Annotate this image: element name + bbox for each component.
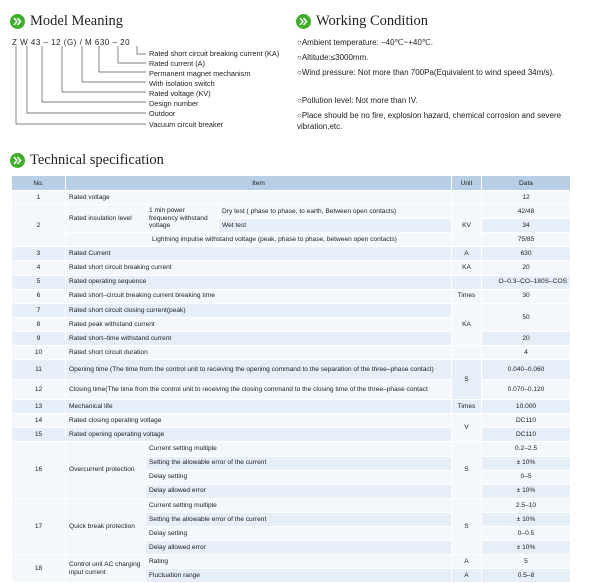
table-row bbox=[12, 191, 571, 205]
row-no: 12 bbox=[12, 380, 66, 400]
row-no: 1 bbox=[12, 191, 66, 205]
condition-item: ○Pollution level: Not more than IV. bbox=[297, 96, 418, 105]
row-data: ± 10% bbox=[482, 512, 571, 526]
table-row bbox=[12, 360, 571, 380]
row-item: Rated short–circuit breaking current breaking time bbox=[66, 289, 452, 303]
table-row bbox=[12, 233, 571, 247]
model-label: Outdoor bbox=[149, 109, 176, 118]
row-item: Rated short circuit breaking current bbox=[66, 261, 452, 275]
row-unit: Times bbox=[452, 289, 482, 303]
row-data: ± 10% bbox=[482, 484, 571, 498]
working-condition-title: Working Condition bbox=[316, 13, 429, 29]
condition-item: ○Place should be no fire, explosion hazard, chemical corrosion and severe vibration,etc. bbox=[297, 111, 562, 131]
row-unit: A bbox=[452, 569, 482, 583]
table-row bbox=[12, 555, 571, 569]
row-item: Rated short circuit duration bbox=[66, 346, 452, 360]
model-label: Vacuum circuit breaker bbox=[149, 120, 224, 129]
row-unit bbox=[452, 191, 482, 205]
row-data: O–0.3–CO–180S–COS bbox=[482, 275, 571, 289]
table-row bbox=[12, 442, 571, 456]
row-item: Rated voltage bbox=[66, 191, 452, 205]
row-data: 0.2–2.5 bbox=[482, 442, 571, 456]
row-data: ± 10% bbox=[482, 541, 571, 555]
row-data: 4 bbox=[482, 346, 571, 360]
row-item: Closing time(The time from the control unit to receiving the closing command to the closing time of the three–phase contact bbox=[66, 380, 452, 400]
row-subitem: Current setting multiple bbox=[146, 442, 452, 456]
row-unit: S bbox=[452, 442, 482, 498]
row-data: 12 bbox=[482, 191, 571, 205]
row-no: 7 bbox=[12, 303, 66, 317]
condition-item: ○Wind pressure: Not more than 700Pa(Equivalent to wind speed 34m/s). bbox=[297, 68, 555, 77]
model-label: Rated short circuit breaking current (KA) bbox=[149, 49, 280, 58]
row-no: 3 bbox=[12, 247, 66, 261]
row-data: 2.5–10 bbox=[482, 498, 571, 512]
row-item: Mechanical life bbox=[66, 400, 452, 414]
row-subitem: Rating bbox=[146, 555, 452, 569]
row-subitem: Setting the allowable error of the current bbox=[146, 512, 452, 526]
model-meaning-title: Model Meaning bbox=[30, 13, 124, 29]
row-subitem: Lightning impulse withstand voltage (peak, phase to phase, between open contacts) bbox=[66, 233, 452, 247]
row-no: 6 bbox=[12, 289, 66, 303]
model-label: Rated voltage (KV) bbox=[149, 89, 211, 98]
row-item: Rated insulation level bbox=[66, 205, 146, 233]
row-no: 16 bbox=[12, 442, 66, 498]
row-item: Quick break protection bbox=[66, 498, 146, 554]
model-label: Permanent magnet mechanism bbox=[149, 69, 251, 78]
row-data: 20 bbox=[482, 261, 571, 275]
row-unit: KV bbox=[452, 205, 482, 247]
row-data: DC110 bbox=[482, 428, 571, 442]
row-unit bbox=[452, 346, 482, 360]
row-data: 10.000 bbox=[482, 400, 571, 414]
row-data: 50 bbox=[482, 303, 571, 331]
row-no: 4 bbox=[12, 261, 66, 275]
row-item: Control unit AC charging input current bbox=[66, 555, 146, 583]
row-data: 5 bbox=[482, 555, 571, 569]
row-subitem: Delay setting bbox=[146, 526, 452, 540]
row-no: 9 bbox=[12, 331, 66, 345]
row-unit: KA bbox=[452, 261, 482, 275]
row-data: 630 bbox=[482, 247, 571, 261]
row-data: 0–0.5 bbox=[482, 526, 571, 540]
table-row bbox=[12, 346, 571, 360]
row-data: 0.5–8 bbox=[482, 569, 571, 583]
row-no: 18 bbox=[12, 555, 66, 583]
row-item: Rated short circuit closing current(peak) bbox=[66, 303, 452, 317]
row-no: 5 bbox=[12, 275, 66, 289]
row-unit: Times bbox=[452, 400, 482, 414]
row-item: Rated closing operating voltage bbox=[66, 414, 452, 428]
row-subitem: Fluctuation range bbox=[146, 569, 452, 583]
row-no: 15 bbox=[12, 428, 66, 442]
row-item: Rated short–time withstand current bbox=[66, 331, 452, 345]
row-no: 2 bbox=[12, 205, 66, 247]
tech-spec-heading bbox=[10, 152, 164, 169]
row-no: 13 bbox=[12, 400, 66, 414]
row-data: 75/85 bbox=[482, 233, 571, 247]
table-header-row bbox=[12, 176, 571, 191]
row-no: 8 bbox=[12, 317, 66, 331]
model-code: Z W 43 – 12 (G) / M 630 – 20 bbox=[12, 38, 131, 47]
table-row bbox=[12, 400, 571, 414]
row-data: 34 bbox=[482, 219, 571, 233]
row-subitem: Setting the allowable error of the current bbox=[146, 456, 452, 470]
row-subitem: Delay setting bbox=[146, 470, 452, 484]
row-no: 17 bbox=[12, 498, 66, 554]
row-item: Rated peak withstand current bbox=[66, 317, 452, 331]
spec-table bbox=[11, 175, 571, 583]
model-label: Design number bbox=[149, 99, 199, 108]
table-row bbox=[12, 205, 571, 219]
working-condition-heading bbox=[296, 13, 428, 30]
col-data: Data bbox=[482, 176, 571, 191]
row-item: Overcurrent protection bbox=[66, 442, 146, 498]
row-item: Rated opening operating voltage bbox=[66, 428, 452, 442]
model-label: With isolation switch bbox=[149, 79, 215, 88]
table-row bbox=[12, 303, 571, 317]
row-subitem: 1 min power frequency withstand voltage bbox=[146, 205, 219, 233]
col-item: Item bbox=[66, 176, 452, 191]
table-row bbox=[12, 275, 571, 289]
row-subitem: Delay allowed error bbox=[146, 541, 452, 555]
row-no: 10 bbox=[12, 346, 66, 360]
row-subitem: Wet test bbox=[219, 219, 452, 233]
row-item: Rated Current bbox=[66, 247, 452, 261]
row-data: ± 10% bbox=[482, 456, 571, 470]
row-data: 0–5 bbox=[482, 470, 571, 484]
condition-item: ○Ambient temperature: −40℃~+40℃. bbox=[297, 38, 433, 47]
model-label: Rated current (A) bbox=[149, 59, 205, 68]
row-unit: A bbox=[452, 247, 482, 261]
table-row bbox=[12, 289, 571, 303]
table-row bbox=[12, 428, 571, 442]
col-unit: Unit bbox=[452, 176, 482, 191]
row-unit: S bbox=[452, 498, 482, 554]
row-data: 0.040–0.060 bbox=[482, 360, 571, 380]
table-row bbox=[12, 414, 571, 428]
row-unit: A bbox=[452, 555, 482, 569]
row-no: 14 bbox=[12, 414, 66, 428]
row-no: 11 bbox=[12, 360, 66, 380]
row-unit: S bbox=[452, 360, 482, 400]
double-chevron-icon bbox=[296, 14, 311, 29]
row-unit: KA bbox=[452, 303, 482, 345]
table-row bbox=[12, 380, 571, 400]
row-unit: V bbox=[452, 414, 482, 442]
row-unit bbox=[452, 275, 482, 289]
row-subitem: Dry test ( phase to phase, to earth, Between open contacts) bbox=[219, 205, 452, 219]
row-subitem: Current setting multiple bbox=[146, 498, 452, 512]
row-data: 0.070–0.120 bbox=[482, 380, 571, 400]
tech-spec-title: Technical specification bbox=[30, 152, 164, 168]
double-chevron-icon bbox=[10, 153, 25, 168]
row-subitem: Delay allowed error bbox=[146, 484, 452, 498]
row-data: 20 bbox=[482, 331, 571, 345]
table-row bbox=[12, 498, 571, 512]
row-item: Opening time (The time from the control unit to receiving the opening command to the separation of the three–phase contact) bbox=[66, 360, 452, 380]
table-row bbox=[12, 247, 571, 261]
row-data: 42/48 bbox=[482, 205, 571, 219]
condition-item: ○Altitude:≤3000mm. bbox=[297, 53, 369, 62]
row-data: 30 bbox=[482, 289, 571, 303]
col-no: No. bbox=[12, 176, 66, 191]
row-item: Rated operating sequence bbox=[66, 275, 452, 289]
row-data: DC110 bbox=[482, 414, 571, 428]
table-row bbox=[12, 261, 571, 275]
table-row bbox=[12, 331, 571, 345]
